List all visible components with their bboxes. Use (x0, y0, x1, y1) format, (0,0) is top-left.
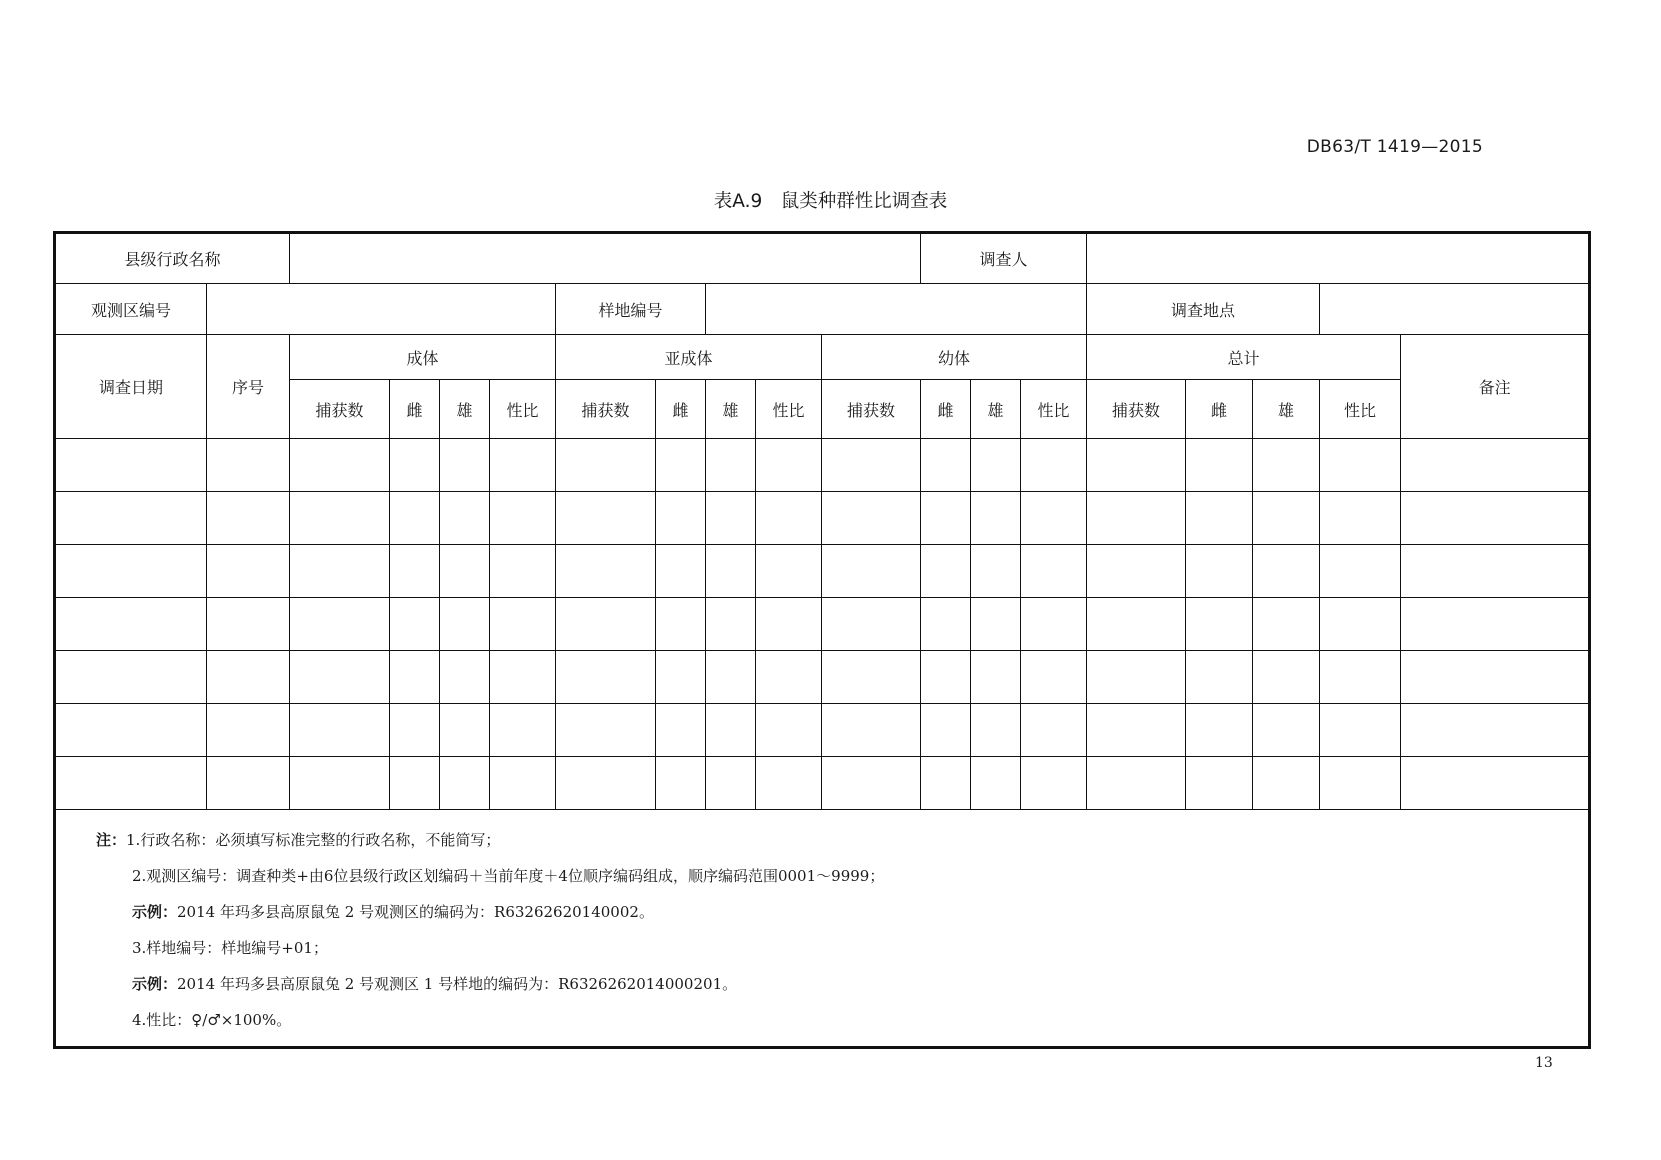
table-cell[interactable] (490, 757, 556, 810)
table-cell[interactable] (440, 704, 490, 757)
table-cell[interactable] (1320, 598, 1401, 651)
form-row-county (55, 233, 1590, 284)
sub-header-male: 雄 (440, 380, 490, 439)
table-cell[interactable] (1401, 492, 1590, 545)
table-cell[interactable] (971, 651, 1021, 704)
note-line-3 (56, 930, 1588, 966)
table-cell[interactable] (822, 545, 921, 598)
table-cell[interactable] (440, 439, 490, 492)
note-text: 4.性比：♀/♂×100%。 (132, 1011, 292, 1029)
location-value[interactable] (1320, 284, 1590, 335)
table-cell[interactable] (1087, 757, 1186, 810)
table-cell[interactable] (1320, 704, 1401, 757)
table-cell[interactable] (971, 757, 1021, 810)
table-cell[interactable] (1253, 598, 1320, 651)
table-cell[interactable] (440, 757, 490, 810)
table-cell[interactable] (290, 439, 390, 492)
group-header-total: 总计 (1087, 335, 1401, 380)
table-cell[interactable] (1087, 439, 1186, 492)
group-header-row (55, 335, 1590, 380)
sub-header-male: 雄 (706, 380, 756, 439)
table-cell[interactable] (1320, 651, 1401, 704)
table-cell[interactable] (1021, 492, 1087, 545)
table-cell[interactable] (1186, 545, 1253, 598)
table-cell[interactable] (1186, 492, 1253, 545)
notes-row (55, 810, 1590, 1048)
table-cell[interactable] (1401, 651, 1590, 704)
table-cell[interactable] (490, 598, 556, 651)
table-cell[interactable] (556, 651, 656, 704)
table-cell[interactable] (556, 439, 656, 492)
table-cell[interactable] (656, 545, 706, 598)
table-cell[interactable] (706, 545, 756, 598)
table-cell[interactable] (390, 704, 440, 757)
table-cell[interactable] (1186, 704, 1253, 757)
table-row (55, 439, 1590, 492)
table-cell[interactable] (1021, 651, 1087, 704)
sub-header-captures: 捕获数 (822, 380, 921, 439)
table-cell[interactable] (207, 651, 290, 704)
table-cell[interactable] (440, 492, 490, 545)
group-header-subadult: 亚成体 (556, 335, 822, 380)
sub-header-female: 雌 (1186, 380, 1253, 439)
table-cell[interactable] (1087, 492, 1186, 545)
table-row (55, 757, 1590, 810)
table-cell[interactable] (1087, 651, 1186, 704)
table-cell[interactable] (1087, 704, 1186, 757)
table-cell[interactable] (55, 704, 207, 757)
table-cell[interactable] (1320, 492, 1401, 545)
table-cell[interactable] (1021, 704, 1087, 757)
table-cell[interactable] (1021, 439, 1087, 492)
table-cell[interactable] (1021, 757, 1087, 810)
table-cell[interactable] (921, 598, 971, 651)
table-cell[interactable] (207, 704, 290, 757)
document-code: DB63/T 1419—2015 (1306, 137, 1483, 157)
table-cell[interactable] (1021, 598, 1087, 651)
table-cell[interactable] (207, 545, 290, 598)
table-cell[interactable] (1253, 757, 1320, 810)
sub-header-female: 雌 (656, 380, 706, 439)
table-cell[interactable] (1401, 439, 1590, 492)
zone-label: 观测区编号 (55, 284, 207, 335)
table-cell[interactable] (822, 704, 921, 757)
example-label: 示例： (132, 903, 178, 921)
table-cell[interactable] (1401, 704, 1590, 757)
table-cell[interactable] (822, 439, 921, 492)
example-label: 示例： (132, 975, 178, 993)
table-cell[interactable] (1253, 545, 1320, 598)
table-cell[interactable] (756, 757, 822, 810)
table-cell[interactable] (290, 598, 390, 651)
table-cell[interactable] (706, 598, 756, 651)
sub-header-captures: 捕获数 (290, 380, 390, 439)
table-cell[interactable] (1186, 439, 1253, 492)
date-header: 调查日期 (55, 335, 207, 439)
table-cell[interactable] (556, 757, 656, 810)
table-cell[interactable] (756, 651, 822, 704)
table-cell[interactable] (490, 439, 556, 492)
table-cell[interactable] (1320, 439, 1401, 492)
table-cell[interactable] (1320, 545, 1401, 598)
page-number: 13 (1535, 1055, 1553, 1071)
sub-header-sex-ratio: 性比 (1021, 380, 1087, 439)
table-cell[interactable] (390, 545, 440, 598)
table-cell[interactable] (490, 704, 556, 757)
table-cell[interactable] (706, 757, 756, 810)
group-header-adult: 成体 (290, 335, 556, 380)
table-cell[interactable] (1253, 651, 1320, 704)
note-text: 3.样地编号：样地编号+01； (132, 939, 328, 957)
sub-header-sex-ratio: 性比 (490, 380, 556, 439)
note-text: 1.行政名称：必须填写标准完整的行政名称，不能简写； (126, 831, 501, 849)
table-cell[interactable] (556, 704, 656, 757)
table-cell[interactable] (1253, 492, 1320, 545)
notes-cell (55, 810, 1590, 1048)
table-cell[interactable] (656, 439, 706, 492)
sub-header-sex-ratio: 性比 (1320, 380, 1401, 439)
zone-value[interactable] (207, 284, 556, 335)
sub-header-sex-ratio: 性比 (756, 380, 822, 439)
table-row (55, 492, 1590, 545)
table-cell[interactable] (822, 598, 921, 651)
table-cell[interactable] (921, 439, 971, 492)
table-cell[interactable] (390, 651, 440, 704)
table-cell[interactable] (55, 439, 207, 492)
note-text: 2014 年玛多县高原鼠兔 2 号观测区的编码为：R63262620140002。 (177, 903, 654, 921)
sub-header-male: 雄 (1253, 380, 1320, 439)
group-header-juvenile: 幼体 (822, 335, 1087, 380)
table-cell[interactable] (921, 704, 971, 757)
seq-header: 序号 (207, 335, 290, 439)
table-cell[interactable] (971, 492, 1021, 545)
table-cell[interactable] (1186, 651, 1253, 704)
table-cell[interactable] (1087, 545, 1186, 598)
table-cell[interactable] (55, 598, 207, 651)
table-cell[interactable] (556, 545, 656, 598)
table-cell[interactable] (1253, 439, 1320, 492)
investigator-label: 调查人 (921, 233, 1087, 284)
table-cell[interactable] (822, 492, 921, 545)
table-cell[interactable] (656, 757, 706, 810)
table-cell[interactable] (921, 651, 971, 704)
county-label: 县级行政名称 (55, 233, 290, 284)
table-cell[interactable] (706, 651, 756, 704)
table-cell[interactable] (55, 545, 207, 598)
location-label: 调查地点 (1087, 284, 1320, 335)
table-cell[interactable] (971, 439, 1021, 492)
table-cell[interactable] (756, 598, 822, 651)
table-cell[interactable] (706, 439, 756, 492)
table-cell[interactable] (490, 545, 556, 598)
table-cell[interactable] (440, 598, 490, 651)
table-cell[interactable] (55, 492, 207, 545)
table-cell[interactable] (1186, 757, 1253, 810)
table-cell[interactable] (706, 492, 756, 545)
table-cell[interactable] (556, 598, 656, 651)
table-cell[interactable] (207, 439, 290, 492)
table-cell[interactable] (822, 651, 921, 704)
table-cell[interactable] (656, 651, 706, 704)
remarks-header: 备注 (1401, 335, 1590, 439)
sub-header-captures: 捕获数 (1087, 380, 1186, 439)
table-cell[interactable] (1186, 598, 1253, 651)
sub-header-female: 雌 (921, 380, 971, 439)
table-cell[interactable] (207, 492, 290, 545)
plot-value[interactable] (706, 284, 1087, 335)
note-line-1 (56, 822, 1588, 858)
table-cell[interactable] (55, 651, 207, 704)
note-line-2 (56, 858, 1588, 894)
sub-header-male: 雄 (971, 380, 1021, 439)
table-cell[interactable] (921, 492, 971, 545)
table-cell[interactable] (390, 492, 440, 545)
table-cell[interactable] (290, 651, 390, 704)
note-example-1 (56, 894, 1588, 930)
note-text: 2.观测区编号：调查种类+由6位县级行政区划编码＋当前年度＋4位顺序编码组成，顺序编码范围0001～9999； (132, 867, 885, 885)
table-cell[interactable] (756, 545, 822, 598)
investigator-value[interactable] (1087, 233, 1590, 284)
table-cell[interactable] (756, 492, 822, 545)
table-cell[interactable] (556, 492, 656, 545)
table-cell[interactable] (756, 439, 822, 492)
sub-header-female: 雌 (390, 380, 440, 439)
data-rows (55, 439, 1590, 810)
table-cell[interactable] (921, 757, 971, 810)
table-cell[interactable] (1401, 757, 1590, 810)
table-cell[interactable] (390, 757, 440, 810)
table-cell[interactable] (490, 492, 556, 545)
table-cell[interactable] (440, 545, 490, 598)
county-value[interactable] (290, 233, 921, 284)
sub-header-captures: 捕获数 (556, 380, 656, 439)
table-cell[interactable] (290, 492, 390, 545)
table-cell[interactable] (1401, 598, 1590, 651)
form-row-zone (55, 284, 1590, 335)
table-cell[interactable] (656, 492, 706, 545)
table-cell[interactable] (290, 757, 390, 810)
table-row (55, 704, 1590, 757)
table-cell[interactable] (390, 598, 440, 651)
table-cell[interactable] (290, 545, 390, 598)
table-cell[interactable] (1253, 704, 1320, 757)
table-cell[interactable] (490, 651, 556, 704)
table-cell[interactable] (756, 704, 822, 757)
table-cell[interactable] (656, 704, 706, 757)
table-row (55, 651, 1590, 704)
table-row (55, 598, 1590, 651)
table-cell[interactable] (1401, 545, 1590, 598)
table-cell[interactable] (971, 545, 1021, 598)
table-cell[interactable] (290, 704, 390, 757)
table-cell[interactable] (1021, 545, 1087, 598)
table-title: 表A.9 鼠类种群性比调查表 (713, 191, 948, 212)
table-cell[interactable] (55, 757, 207, 810)
table-cell[interactable] (440, 651, 490, 704)
survey-form-table (53, 231, 1591, 1049)
table-cell[interactable] (1087, 598, 1186, 651)
table-cell[interactable] (1320, 757, 1401, 810)
table-cell[interactable] (706, 704, 756, 757)
table-cell[interactable] (390, 439, 440, 492)
table-cell[interactable] (207, 757, 290, 810)
note-example-2 (56, 966, 1588, 1002)
table-cell[interactable] (656, 598, 706, 651)
note-prefix: 注： (96, 831, 127, 849)
table-cell[interactable] (971, 704, 1021, 757)
table-cell[interactable] (971, 598, 1021, 651)
plot-label: 样地编号 (556, 284, 706, 335)
table-cell[interactable] (921, 545, 971, 598)
table-row (55, 545, 1590, 598)
note-line-4 (56, 1002, 1588, 1038)
table-cell[interactable] (822, 757, 921, 810)
note-text: 2014 年玛多县高原鼠兔 2 号观测区 1 号样地的编码为：R6326262014000201。 (177, 975, 738, 993)
table-cell[interactable] (207, 598, 290, 651)
